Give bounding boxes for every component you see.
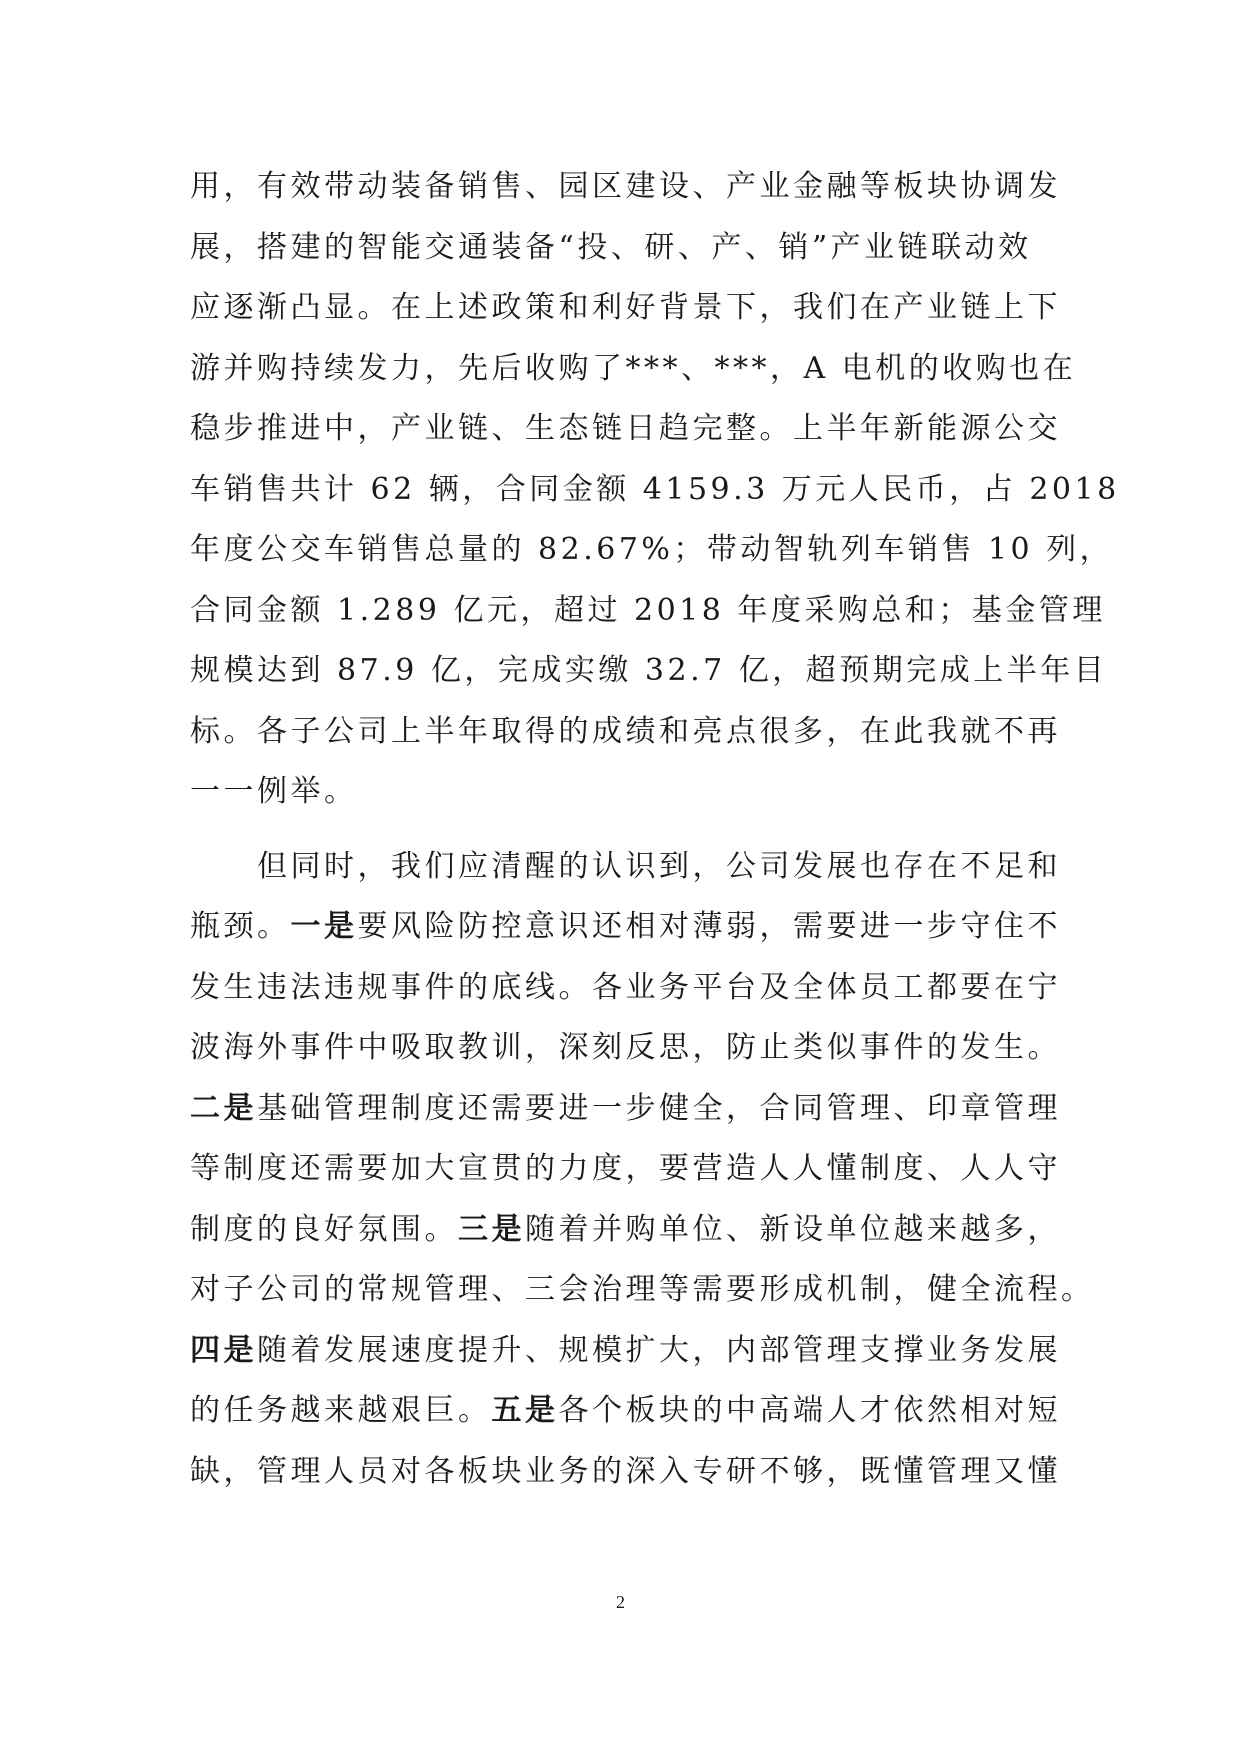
text-line: 标。各子公司上半年取得的成绩和亮点很多，在此我就不再 [190,713,1061,749]
text-line: 对子公司的常规管理、三会治理等需要形成机制，健全流程。 [190,1272,1095,1307]
text-line: 车销售共计 62 辆，合同金额 4159.3 万元人民币，占 2018 [190,471,1120,507]
text-line: 等制度还需要加大宣贯的力度，要营造人人懂制度、人人守 [190,1151,1061,1186]
text-line: 规模达到 87.9 亿，完成实缴 32.7 亿，超预期完成上半年目 [190,653,1108,688]
text-span: 随着并购单位、新设单位越来越多， [525,1211,1061,1247]
paragraph-shortcomings [190,837,1095,1503]
text-line: 游并购持续发力，先后收购了***、***，A 电机的收购也在 [190,350,1077,386]
text-span: 各个板块的中高端人才依然相对短 [558,1393,1061,1428]
text-line [190,1321,1061,1382]
page-number: 2 [616,1592,625,1612]
document-body [190,157,1120,1502]
text-line [190,1200,1061,1261]
bold-point-one: 一是 [290,909,358,944]
text-line: 用，有效带动装备销售、园区建设、产业金融等板块协调发 [190,169,1061,204]
text-line [190,1381,1061,1442]
text-line: 一一例举。 [190,774,358,809]
text-line: 但同时，我们应清醒的认识到，公司发展也存在不足和 [257,848,1061,884]
text-span: 的任务越来越艰巨。 [190,1393,492,1428]
bold-point-five: 五是 [491,1393,559,1428]
text-span: 制度的良好氛围。 [190,1211,458,1247]
text-line: 缺，管理人员对各板块业务的深入专研不够，既懂管理又懂 [190,1453,1061,1489]
text-span: 基础管理制度还需要进一步健全，合同管理、印章管理 [257,1090,1061,1126]
text-line: 应逐渐凸显。在上述政策和利好背景下，我们在产业链上下 [190,290,1061,325]
paragraph-spacer [190,823,1052,837]
text-line: 合同金额 1.289 亿元，超过 2018 年度采购总和；基金管理 [190,592,1106,628]
text-span: 要风险防控意识还相对薄弱，需要进一步守住不 [357,909,1061,944]
text-line: 发生违法违规事件的底线。各业务平台及全体员工都要在宁 [190,969,1061,1005]
bold-point-two: 二是 [190,1090,257,1126]
paragraph-achievements [190,157,1120,823]
text-line: 展，搭建的智能交通装备“投、研、产、销”产业链联动效 [190,229,1032,265]
bold-point-three: 三是 [458,1211,525,1247]
text-line [190,897,1061,958]
text-line: 年度公交车销售总量的 82.67%；带动智轨列车销售 10 列， [190,532,1114,567]
text-line: 稳步推进中，产业链、生态链日趋完整。上半年新能源公交 [190,411,1061,446]
text-line: 波海外事件中吸取教训，深刻反思，防止类似事件的发生。 [190,1030,1061,1065]
text-span: 随着发展速度提升、规模扩大，内部管理支撑业务发展 [257,1332,1061,1368]
text-span: 瓶颈。 [190,909,291,944]
text-line [190,1079,1061,1140]
bold-point-four: 四是 [190,1332,257,1368]
